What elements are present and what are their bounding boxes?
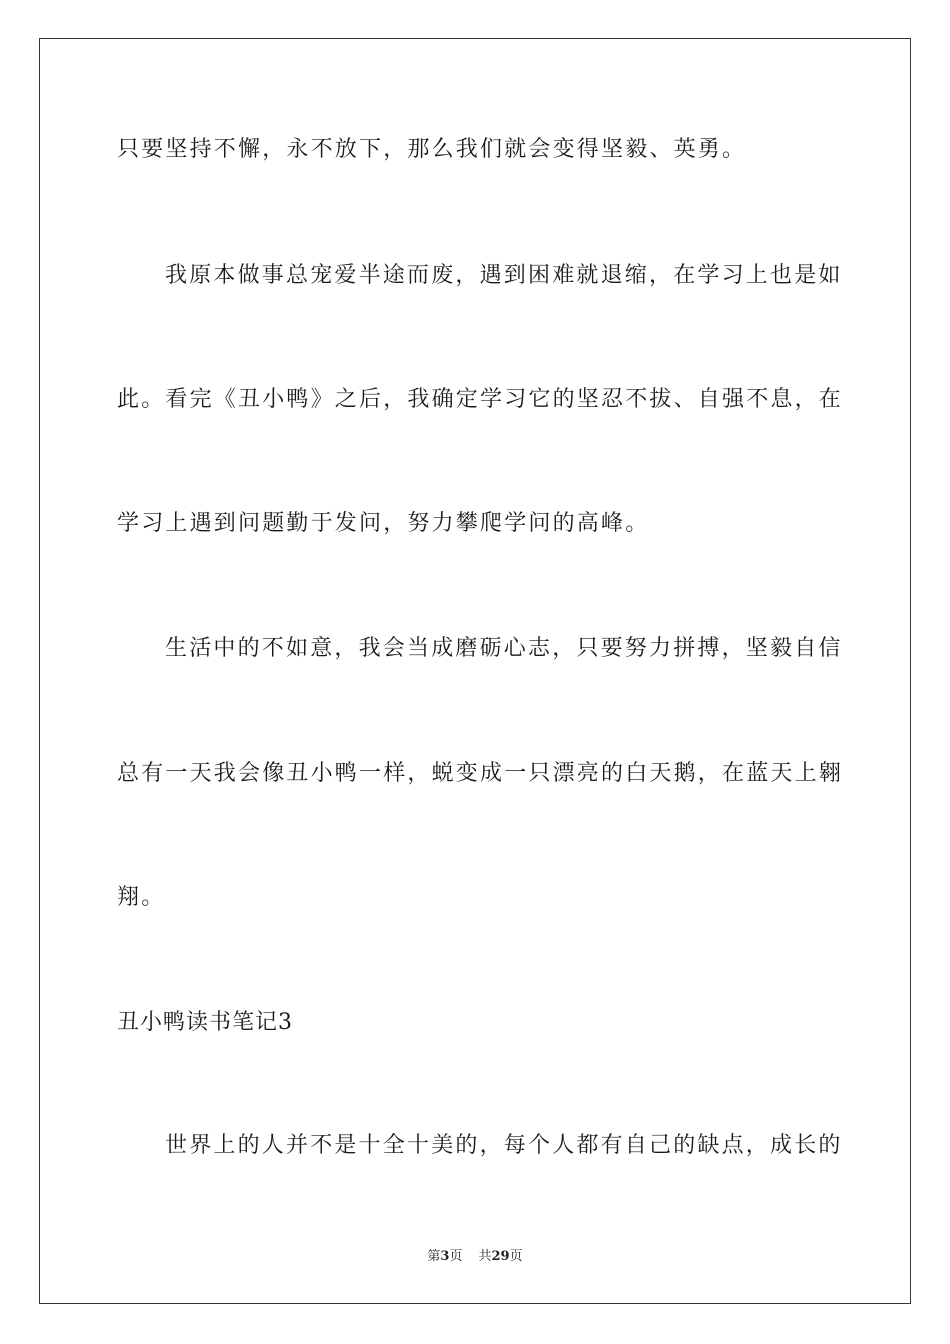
page-footer	[0, 1248, 950, 1266]
section-heading: 丑小鸭读书笔记3	[117, 1010, 293, 1035]
paragraph-line: 翔。	[117, 885, 166, 910]
page-total: 29	[491, 1249, 510, 1264]
page-border	[39, 38, 911, 1304]
page-current: 3	[440, 1249, 450, 1264]
paragraph-line: 我原本做事总宠爱半途而废，遇到困难就退缩，在学习上也是如	[165, 263, 843, 288]
paragraph-line: 世界上的人并不是十全十美的，每个人都有自己的缺点，成长的	[165, 1133, 843, 1158]
page-suffix: 页	[449, 1249, 463, 1264]
paragraph-line: 只要坚持不懈，永不放下，那么我们就会变得坚毅、英勇。	[117, 137, 747, 162]
paragraph-line: 总有一天我会像丑小鸭一样，蜕变成一只漂亮的白天鹅，在蓝天上翱	[117, 761, 844, 786]
paragraph-line: 此。看完《丑小鸭》之后，我确定学习它的坚忍不拔、自强不息，在	[117, 387, 844, 412]
paragraph-line: 生活中的不如意，我会当成磨砺心志，只要努力拼搏，坚毅自信	[165, 636, 843, 661]
total-prefix: 共	[478, 1249, 492, 1264]
total-suffix: 页	[509, 1249, 523, 1264]
page-prefix: 第	[427, 1249, 441, 1264]
paragraph-line: 学习上遇到问题勤于发问，努力攀爬学问的高峰。	[117, 511, 650, 536]
